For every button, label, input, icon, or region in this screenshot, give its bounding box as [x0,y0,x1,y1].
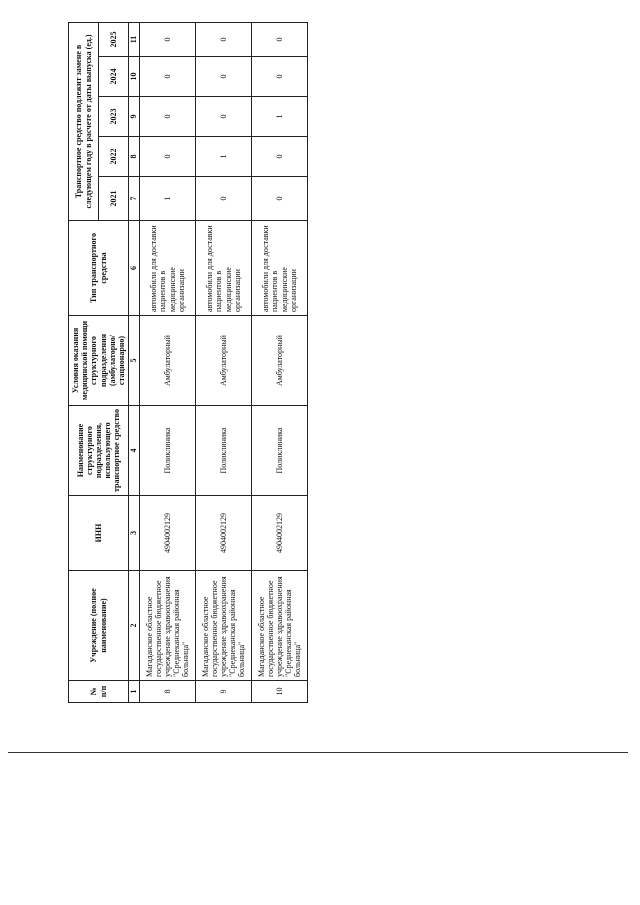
column-number-row [129,23,140,703]
table-row [252,23,308,703]
column-number: 11 [129,23,140,57]
header-year-2021: 2021 [99,177,129,221]
row-unit-name: Поликлиника [196,406,252,496]
row-no: 9 [196,681,252,703]
row-conditions: Амбулаторный [196,316,252,406]
header-year-2024: 2024 [99,57,129,97]
header-inn: ИНН [69,496,129,571]
row-value-2021: 1 [140,177,196,221]
horizontal-divider [8,752,628,753]
row-conditions: Амбулаторный [140,316,196,406]
row-inn: 4904002129 [252,496,308,571]
row-institution: Магаданское областное государственное бюджетное учреждение здравоохранения "Среднеканская районная больница" [252,571,308,681]
header-year-2023: 2023 [99,97,129,137]
column-number: 3 [129,496,140,571]
row-vehicle-type: автомобили для доставки пациентов в медицинские организации [252,221,308,316]
column-number: 6 [129,221,140,316]
rotated-table-container [68,23,308,703]
column-number: 9 [129,97,140,137]
table-row [140,23,196,703]
header-year-2022: 2022 [99,137,129,177]
vehicle-replacement-table [68,22,308,703]
row-value-2021: 0 [252,177,308,221]
row-conditions: Амбулаторный [252,316,308,406]
row-value-2023: 0 [196,97,252,137]
column-number: 1 [129,681,140,703]
header-institution: Учреждение (полное наименование) [69,571,129,681]
row-value-2024: 0 [252,57,308,97]
table-row [196,23,252,703]
column-number: 7 [129,177,140,221]
row-inn: 4904002129 [140,496,196,571]
row-value-2025: 0 [252,23,308,57]
header-unit-name: Наименование структурного подразделения, использующего транспортное средство [69,406,129,496]
header-year-2025: 2025 [99,23,129,57]
header-conditions: Условия оказания медицинской помощи структурного подразделения (амбулаторно/ стационарно) [69,316,129,406]
row-value-2024: 0 [196,57,252,97]
row-unit-name: Поликлиника [140,406,196,496]
row-value-2023: 0 [140,97,196,137]
row-vehicle-type: автомобили для доставки пациентов в медицинские организации [140,221,196,316]
row-value-2024: 0 [140,57,196,97]
row-value-2022: 0 [252,137,308,177]
row-value-2022: 0 [140,137,196,177]
row-value-2022: 1 [196,137,252,177]
header-vehicle-type: Тип транспортного средства [69,221,129,316]
row-value-2021: 0 [196,177,252,221]
row-institution: Магаданское областное государственное бюджетное учреждение здравоохранения "Среднеканская районная больница" [196,571,252,681]
row-inn: 4904002129 [196,496,252,571]
header-no: № п/п [69,681,129,703]
row-institution: Магаданское областное государственное бюджетное учреждение здравоохранения "Среднеканская районная больница" [140,571,196,681]
column-number: 8 [129,137,140,177]
row-unit-name: Поликлиника [252,406,308,496]
row-no: 10 [252,681,308,703]
row-value-2025: 0 [140,23,196,57]
header-group-title: Транспортное средство подлежит замене в следующем году в расчете от даты выпуска (ед.) [69,23,99,221]
column-number: 2 [129,571,140,681]
row-vehicle-type: автомобили для доставки пациентов в медицинские организации [196,221,252,316]
row-value-2025: 0 [196,23,252,57]
column-number: 10 [129,57,140,97]
column-number: 4 [129,406,140,496]
row-value-2023: 1 [252,97,308,137]
row-no: 8 [140,681,196,703]
column-number: 5 [129,316,140,406]
